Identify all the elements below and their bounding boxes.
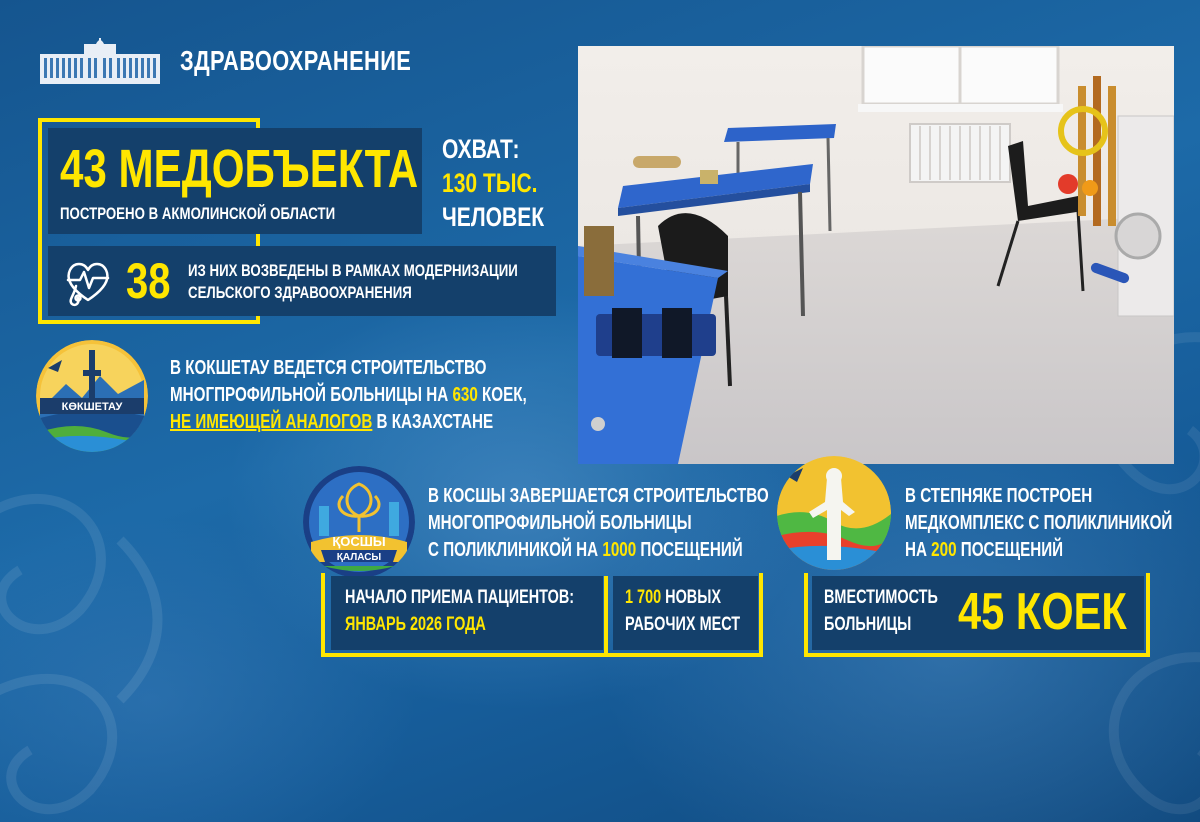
kosshy-line: В КОСШЫ ЗАВЕРШАЕТСЯ СТРОИТЕЛЬСТВО <box>428 485 769 507</box>
kokshetau-line: МНОГПРОФИЛЬНОЙ БОЛЬНИЦЫ НА <box>170 384 453 406</box>
kosshy-logo-subtext: ҚАЛАСЫ <box>336 552 382 563</box>
kokshetau-beds: 630 <box>452 384 478 406</box>
rural-stat-text <box>188 260 518 304</box>
rural-stat-number: 38 <box>126 253 171 309</box>
kosshy-jobs-panel <box>613 576 758 650</box>
stepnyak-paragraph <box>905 483 1172 564</box>
kosshy-jobs-text: НОВЫХ <box>661 587 722 608</box>
coverage-value: 130 ТЫС. <box>442 168 538 198</box>
rural-stat-panel <box>48 246 556 316</box>
stepnyak-capacity-label: БОЛЬНИЦЫ <box>824 614 912 635</box>
kosshy-divider <box>604 576 608 657</box>
kokshetau-highlight: НЕ ИМЕЮЩЕЙ АНАЛОГОВ <box>170 411 373 433</box>
rural-stat-line: СЕЛЬСКОГО ЗДРАВООХРАНЕНИЯ <box>188 283 412 302</box>
stepnyak-capacity-panel <box>812 576 1144 650</box>
main-stat-panel <box>48 128 422 234</box>
kosshy-jobs-number: 1 700 <box>625 587 662 608</box>
rehabilitation-room-photo <box>578 46 1174 464</box>
stepnyak-logo <box>777 456 891 570</box>
heart-pulse-icon <box>62 256 114 308</box>
coverage-unit: ЧЕЛОВЕК <box>442 202 545 232</box>
rural-stat-line: ИЗ НИХ ВОЗВЕДЕНЫ В РАМКАХ МОДЕРНИЗАЦИИ <box>188 261 518 280</box>
kosshy-jobs-text: РАБОЧИХ МЕСТ <box>625 614 741 635</box>
main-stat-number: 43 МЕДОБЪЕКТА <box>60 139 419 199</box>
stepnyak-line: В СТЕПНЯКЕ ПОСТРОЕН <box>905 485 1093 507</box>
stepnyak-capacity-value: 45 КОЕК <box>958 583 1127 641</box>
kosshy-start-value: ЯНВАРЬ 2026 ГОДА <box>345 614 486 635</box>
kokshetau-logo <box>36 340 148 452</box>
kosshy-line: С ПОЛИКЛИНИКОЙ НА <box>428 539 603 561</box>
kokshetau-logo-text: КӨКШЕТАУ <box>61 401 123 413</box>
kosshy-logo <box>303 466 415 578</box>
stepnyak-capacity-label: ВМЕСТИМОСТЬ <box>824 587 938 608</box>
header <box>40 38 476 84</box>
kosshy-line: ПОСЕЩЕНИЙ <box>636 539 743 561</box>
kosshy-start-label: НАЧАЛО ПРИЕМА ПАЦИЕНТОВ: <box>345 587 575 608</box>
government-building-icon <box>40 38 160 84</box>
kokshetau-line: КОЕК, <box>477 384 527 406</box>
kokshetau-line: В КАЗАХСТАНЕ <box>372 411 494 433</box>
kosshy-line: МНОГОПРОФИЛЬНОЙ БОЛЬНИЦЫ <box>428 512 692 534</box>
kosshy-logo-text: ҚОСШЫ <box>332 534 386 549</box>
stepnyak-visits: 200 <box>931 539 957 561</box>
coverage-block <box>442 132 562 234</box>
kokshetau-paragraph <box>170 355 527 436</box>
kokshetau-line: В КОКШЕТАУ ВЕДЕТСЯ СТРОИТЕЛЬСТВО <box>170 357 487 379</box>
kosshy-start-panel <box>331 576 603 650</box>
kosshy-visits: 1000 <box>602 539 637 561</box>
stepnyak-line: ПОСЕЩЕНИЙ <box>956 539 1064 561</box>
stepnyak-line: МЕДКОМПЛЕКС С ПОЛИКЛИНИКОЙ <box>905 512 1173 534</box>
page-title: ЗДРАВООХРАНЕНИЕ <box>180 45 412 76</box>
main-stat-subtitle: ПОСТРОЕНО В АКМОЛИНСКОЙ ОБЛАСТИ <box>60 204 336 223</box>
coverage-label: ОХВАТ: <box>442 134 520 164</box>
kosshy-paragraph <box>428 483 769 564</box>
stepnyak-line: НА <box>905 539 932 561</box>
